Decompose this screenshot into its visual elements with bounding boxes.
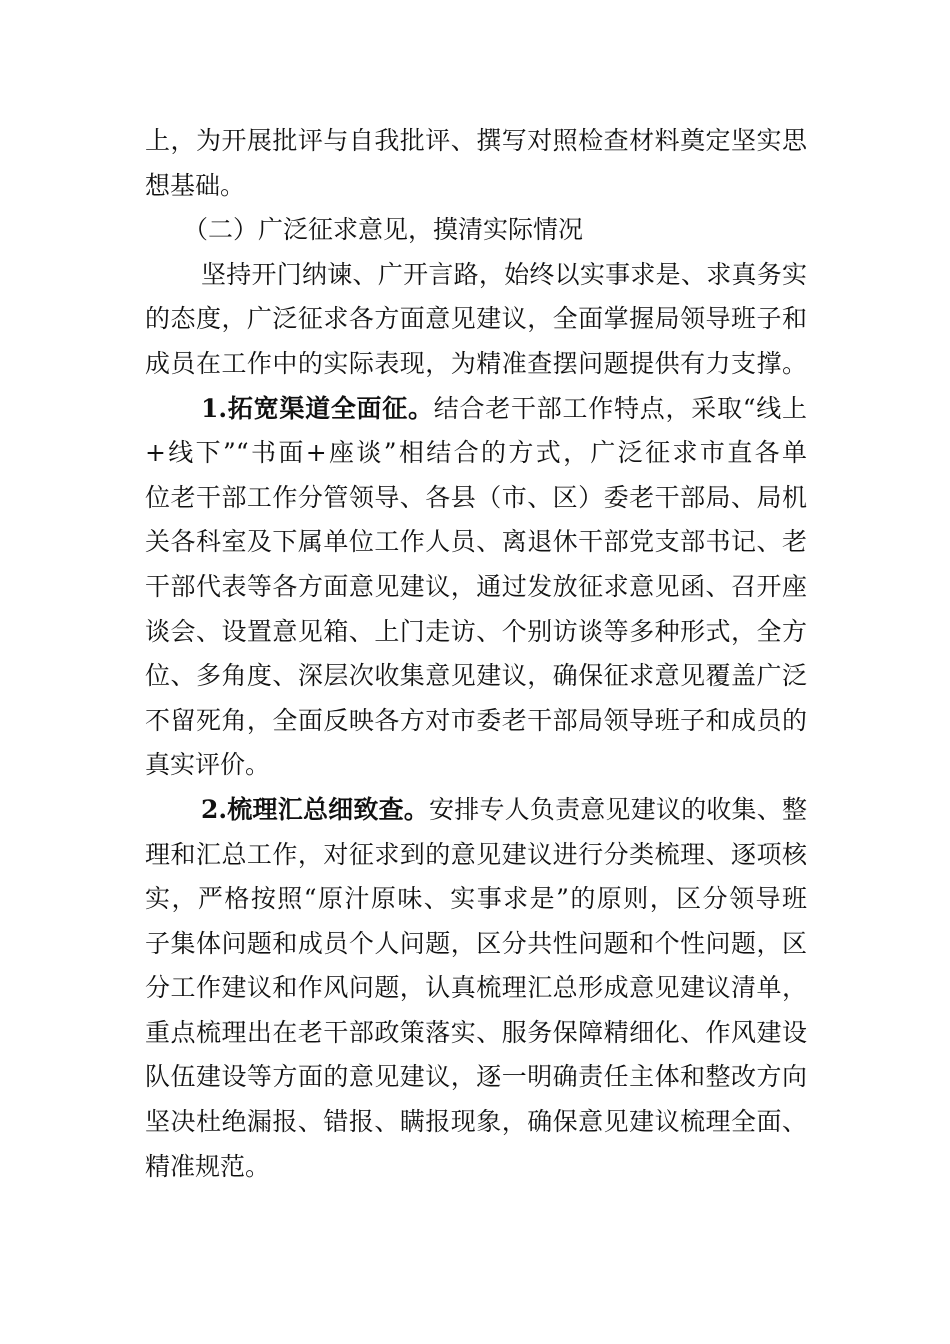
paragraph-line: +线下”“书面+座谈”相结合的方式，广泛征求市直各单: [145, 438, 807, 468]
paragraph-line: 关各科室及下属单位工作人员、离退休干部党支部书记、老: [145, 527, 807, 557]
document-page: [145, 119, 807, 1189]
item-2-title: 2.梳理汇总细致查。: [201, 794, 430, 824]
paragraph-line: 重点梳理出在老干部政策落实、服务保障精细化、作风建设: [145, 1017, 807, 1047]
paragraph-line: 的态度，广泛征求各方面意见建议，全面掌握局领导班子和: [145, 304, 807, 334]
paragraph-line: 位老干部工作分管领导、各县（市、区）委老干部局、局机: [145, 482, 807, 512]
paragraph-line: 坚持开门纳谏、广开言路，始终以实事求是、求真务实: [201, 259, 807, 289]
paragraph-line: 想基础。: [145, 170, 246, 200]
paragraph-line: 成员在工作中的实际表现，为精准查摆问题提供有力支撑。: [145, 348, 807, 378]
item-1-first-line: [145, 387, 807, 432]
paragraph-line: 谈会、设置意见箱、上门走访、个别访谈等多种形式，全方: [145, 616, 807, 646]
paragraph-line: 真实评价。: [145, 750, 271, 780]
section-heading: （二）广泛征求意见，摸清实际情况: [183, 215, 584, 245]
paragraph-line: 队伍建设等方面的意见建议，逐一明确责任主体和整改方向: [145, 1062, 807, 1092]
paragraph-line: 坚决杜绝漏报、错报、瞒报现象，确保意见建议梳理全面、: [145, 1107, 807, 1137]
paragraph-line: 实，严格按照“原汁原味、实事求是”的原则，区分领导班: [145, 884, 807, 914]
paragraph-line: 不留死角，全面反映各方对市委老干部局领导班子和成员的: [145, 705, 807, 735]
item-2-text: 安排专人负责意见建议的收集、整: [429, 794, 807, 824]
paragraph-line: 分工作建议和作风问题，认真梳理汇总形成意见建议清单，: [145, 973, 807, 1003]
item-2-first-line: [145, 788, 807, 833]
paragraph-line: 干部代表等各方面意见建议，通过发放征求意见函、召开座: [145, 571, 807, 601]
item-1-text: 结合老干部工作特点，采取“线上: [433, 393, 807, 423]
paragraph-line: 精准规范。: [145, 1151, 271, 1181]
paragraph-line: 理和汇总工作，对征求到的意见建议进行分类梳理、逐项核: [145, 839, 807, 869]
paragraph-line: 位、多角度、深层次收集意见建议，确保征求意见覆盖广泛: [145, 661, 807, 691]
paragraph-line: 子集体问题和成员个人问题，区分共性问题和个性问题，区: [145, 928, 807, 958]
paragraph-line: 上，为开展批评与自我批评、撰写对照检查材料奠定坚实思: [145, 126, 807, 155]
item-1-title: 1.拓宽渠道全面征。: [201, 393, 434, 423]
